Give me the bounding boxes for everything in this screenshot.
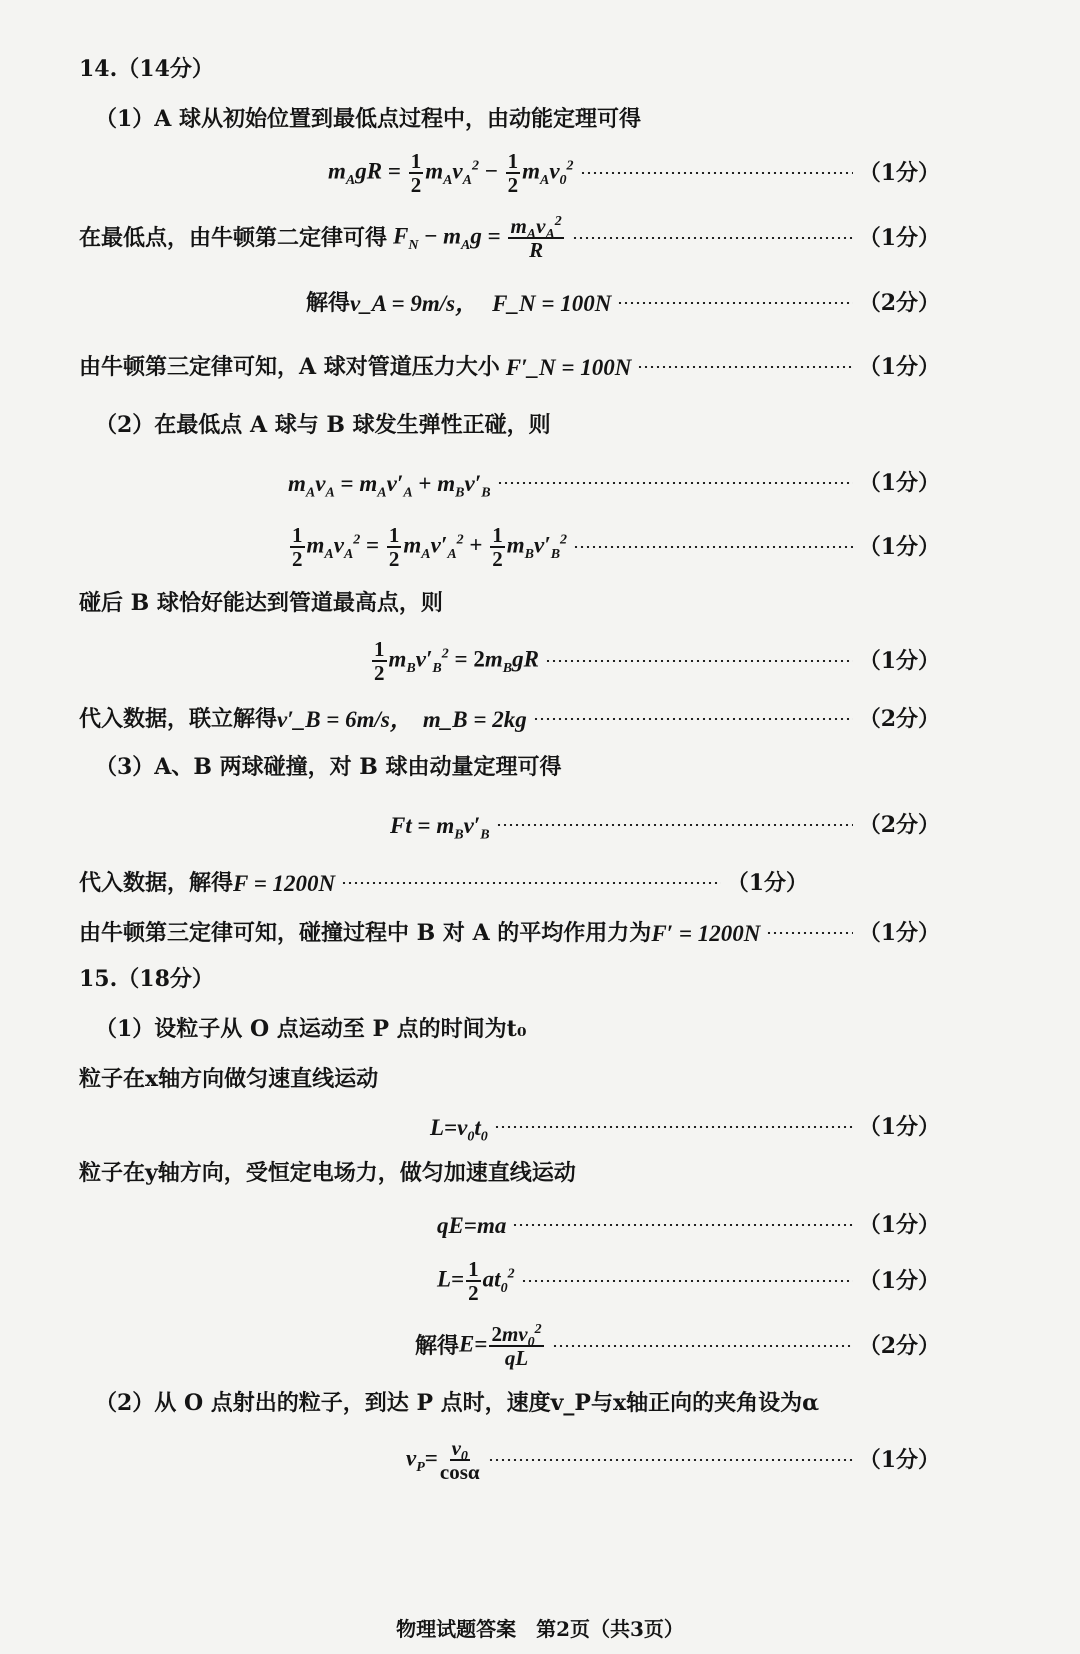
equation-row bbox=[288, 468, 940, 501]
equation-row bbox=[306, 288, 940, 318]
energy-equation: $m_AgR$ = $\frac{1}{2}$ $m_Av_A^2$ − $\frac{1}{2}$ $m_Av_0^2$ bbox=[328, 148, 574, 197]
uniform-motion-equation: $L=v_0t_0$ bbox=[430, 1114, 488, 1145]
substitute-F-text: 代入数据，解得 bbox=[79, 870, 234, 896]
kinetic-energy-equation: $\frac{1}{2}$ $m_Av_A^2$ = $\frac{1}{2}$ $m_Av'_A^2$ + $\frac{1}{2}$ $m_Bv'_B^2$ bbox=[292, 522, 568, 571]
equation-row bbox=[437, 1210, 940, 1240]
leader-dots bbox=[533, 718, 853, 720]
q14-part3-intro: （3）A、B 两球碰撞，对 B 球由动量定理可得 bbox=[95, 754, 562, 780]
F-value: F = 1200N bbox=[233, 870, 336, 896]
FN-prime-value: F′_N = 100N bbox=[505, 354, 632, 380]
x-motion-text: 粒子在x轴方向做匀速直线运动 bbox=[79, 1066, 379, 1092]
leader-dots bbox=[488, 1459, 853, 1461]
leader-dots bbox=[512, 1224, 852, 1226]
field-strength-equation: E= $\frac{2mv_0^2}{qL}$ bbox=[459, 1321, 542, 1370]
FN-value: F_N = 100N bbox=[492, 290, 612, 316]
equation-row bbox=[79, 352, 940, 382]
q14-part2-intro: （2）在最低点 A 球与 B 球发生弹性正碰，则 bbox=[95, 412, 551, 438]
score-label: （1分） bbox=[858, 225, 940, 251]
equation-row bbox=[390, 810, 940, 843]
newton2-equation: $F_N - m_Ag$ = $\frac{m_Av_A^2}{R}$ bbox=[393, 213, 562, 262]
leader-dots bbox=[572, 237, 853, 239]
solve-label: 解得 bbox=[306, 290, 351, 316]
score-label: （2分） bbox=[858, 290, 940, 316]
score-label: （2分） bbox=[858, 1333, 940, 1359]
q15-part1-intro: （1）设粒子从 O 点运动至 P 点的时间为t₀ bbox=[95, 1016, 527, 1042]
lowest-point-text: 在最低点，由牛顿第二定律可得 bbox=[79, 225, 388, 251]
impulse-equation: $Ft = m_Bv'_B$ bbox=[390, 812, 490, 843]
leader-dots bbox=[617, 302, 852, 304]
equation-row bbox=[437, 1258, 940, 1304]
score-label: （1分） bbox=[858, 1212, 940, 1238]
leader-dots bbox=[341, 882, 721, 884]
leader-dots bbox=[497, 482, 853, 484]
avg-force-text: 由牛顿第三定律可知，碰撞过程中 B 对 A 的平均作用力为 bbox=[79, 920, 652, 946]
leader-dots bbox=[637, 366, 852, 368]
after-collision-text: 碰后 B 球恰好能达到管道最高点，则 bbox=[79, 590, 443, 616]
displacement-equation: L= $\frac{1}{2}$ $at_0^2$ bbox=[437, 1256, 515, 1305]
score-label: （1分） bbox=[858, 920, 940, 946]
q14-part1-intro: （1）A 球从初始位置到最低点过程中，由动能定理可得 bbox=[95, 106, 642, 132]
score-label: （1分） bbox=[726, 870, 808, 896]
momentum-equation: $m_Av_A = m_Av'_A + m_Bv'_B$ bbox=[288, 470, 491, 501]
equation-row bbox=[415, 1320, 940, 1372]
score-label: （2分） bbox=[858, 812, 940, 838]
velocity-equation: $v_P=$ $\frac{v_0}{\cos\alpha}$ bbox=[406, 1435, 480, 1484]
leader-dots bbox=[494, 1126, 853, 1128]
equation-row bbox=[288, 520, 940, 574]
third-law-text: 由牛顿第三定律可知，A 球对管道压力大小 bbox=[79, 354, 500, 380]
score-label: （1分） bbox=[858, 1114, 940, 1140]
top-point-equation: $\frac{1}{2}$ $m_Bv'_B^2 = 2m_BgR$ bbox=[374, 636, 539, 685]
leader-dots bbox=[545, 660, 853, 662]
score-label: （1分） bbox=[858, 354, 940, 380]
equation-row bbox=[328, 148, 940, 198]
score-label: （1分） bbox=[858, 1268, 940, 1294]
score-label: （1分） bbox=[858, 160, 940, 186]
equation-row bbox=[79, 210, 940, 266]
page-footer: 物理试题答案 第2页（共3页） bbox=[396, 1617, 684, 1641]
vB-value: v′_B = 6m/s， bbox=[277, 706, 413, 732]
equation-row bbox=[79, 918, 940, 948]
equation-row bbox=[79, 868, 808, 898]
score-label: （1分） bbox=[858, 470, 940, 496]
leader-dots bbox=[521, 1280, 853, 1282]
equation-row bbox=[370, 634, 940, 688]
score-label: （2分） bbox=[858, 706, 940, 732]
leader-dots bbox=[552, 1345, 853, 1347]
leader-dots bbox=[580, 172, 853, 174]
equation-row bbox=[430, 1112, 940, 1145]
y-motion-text: 粒子在y轴方向，受恒定电场力，做匀加速直线运动 bbox=[79, 1160, 576, 1186]
score-label: （1分） bbox=[858, 648, 940, 674]
leader-dots bbox=[496, 824, 853, 826]
q15-part2-intro: （2）从 O 点射出的粒子，到达 P 点时，速度v_P与x轴正向的夹角设为α bbox=[95, 1390, 820, 1416]
solve-label: 解得 bbox=[415, 1333, 460, 1359]
q15-heading: 15.（18分） bbox=[79, 966, 214, 992]
leader-dots bbox=[766, 932, 852, 934]
electric-force-equation: qE=ma bbox=[437, 1212, 507, 1238]
q14-heading: 14.（14分） bbox=[79, 56, 214, 82]
leader-dots bbox=[573, 546, 853, 548]
mB-value: m_B = 2kg bbox=[422, 706, 527, 732]
vA-value: v_A = 9m/s， bbox=[350, 290, 479, 316]
equation-row bbox=[79, 704, 940, 734]
equation-row bbox=[406, 1436, 940, 1484]
F-prime-value: F′ = 1200N bbox=[651, 920, 761, 946]
score-label: （1分） bbox=[858, 1447, 940, 1473]
score-label: （1分） bbox=[858, 534, 940, 560]
substitute-text: 代入数据，联立解得 bbox=[79, 706, 278, 732]
